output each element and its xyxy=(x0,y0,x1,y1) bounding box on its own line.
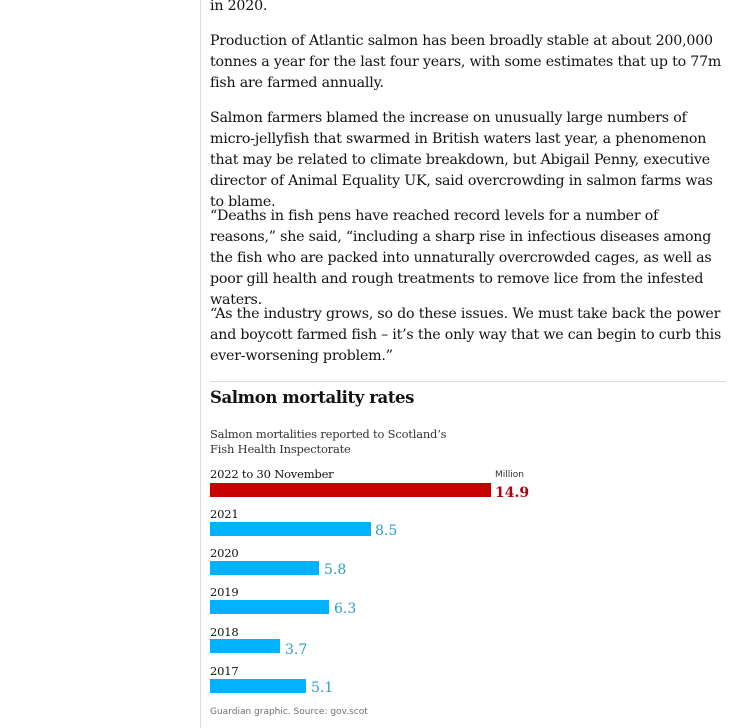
bar-label-2017: 2017 xyxy=(210,664,239,678)
chart-top-divider xyxy=(210,381,726,382)
bar-label-2018: 2018 xyxy=(210,625,239,639)
chart-source-credit: Guardian graphic. Source: gov.scot xyxy=(210,707,368,717)
bar-value-2020: 5.8 xyxy=(324,562,347,578)
chart-subtitle: Salmon mortalities reported to Scotland’s Fish Health Inspectorate xyxy=(210,427,447,456)
bar-2020 xyxy=(210,561,319,575)
bar-label-2019: 2019 xyxy=(210,585,239,599)
bar-value-2017: 5.1 xyxy=(311,680,334,696)
bar-2017 xyxy=(210,679,306,693)
bar-2021 xyxy=(210,522,371,536)
bar-label-2020: 2020 xyxy=(210,546,239,560)
bar-value-2022: 14.9 xyxy=(495,485,530,501)
chart-title: Salmon mortality rates xyxy=(210,388,415,407)
bar-value-2018: 3.7 xyxy=(285,642,308,658)
article-paragraph-jellyfish: Salmon farmers blamed the increase on unusually large numbers of micro-jellyfish that swarmed in British waters last year, a phenomenon that may be related to climate breakdown, but Abigail Penny, executive director of Animal Equality UK, said overcrowding in salmon farms was to blame. xyxy=(210,110,713,210)
left-column-rule xyxy=(200,0,201,728)
article-paragraph-quote-deaths: “Deaths in fish pens have reached record levels for a number of reasons,” she said, “including a sharp rise in infectious diseases among the fish who are packed into unnaturally overcrowded cages, as well as poor gill health and rough treatments to remove lice from the infested waters. xyxy=(210,208,712,308)
bar-label-2022: 2022 to 30 November xyxy=(210,467,334,481)
bar-value-2021: 8.5 xyxy=(375,523,398,539)
chart-unit-label: Million xyxy=(495,470,524,480)
bar-2018 xyxy=(210,639,280,653)
bar-value-2019: 6.3 xyxy=(334,601,357,617)
article-paragraph-quote-boycott: “As the industry grows, so do these issues. We must take back the power and boycott farmed fish – it’s the only way that we can begin to curb this ever-worsening problem.” xyxy=(210,306,722,364)
article-paragraph-production: Production of Atlantic salmon has been broadly stable at about 200,000 tonnes a year for the last four years, with some estimates that up to 77m fish are farmed annually. xyxy=(210,33,722,91)
bar-2022 xyxy=(210,483,491,497)
bar-2019 xyxy=(210,600,329,614)
bar-label-2021: 2021 xyxy=(210,507,239,521)
article-paragraph-fragment: in 2020. xyxy=(210,0,268,14)
